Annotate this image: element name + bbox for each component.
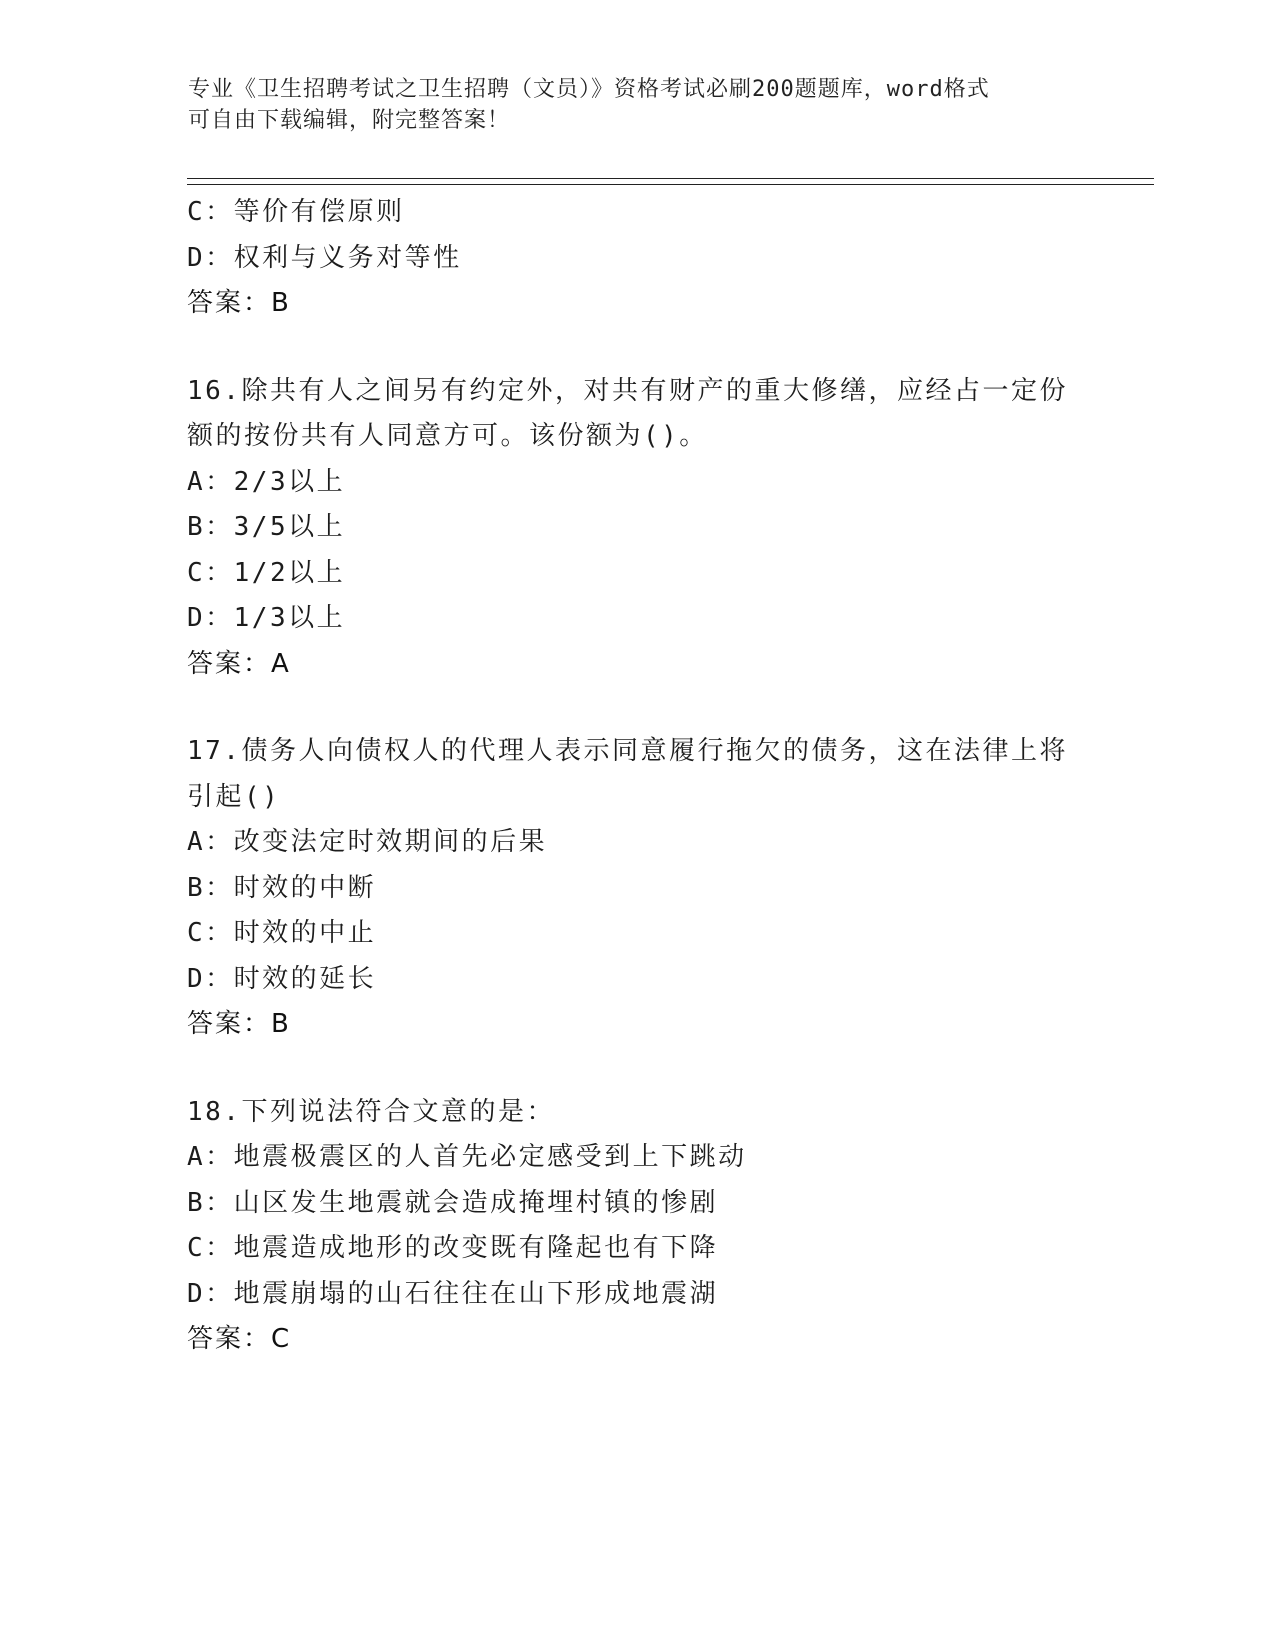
option-c: C：时效的中止	[187, 918, 377, 948]
answer-line: 答案：A	[187, 648, 291, 679]
question-stem: 16.除共有人之间另有约定外，对共有财产的重大修缮，应经占一定份	[187, 375, 1068, 406]
question-content	[187, 190, 1087, 1363]
option-b: B：3/5以上	[187, 512, 346, 542]
option-c: C：等价有偿原则	[187, 197, 405, 227]
option-a: A：改变法定时效期间的后果	[187, 827, 548, 857]
answer-line: 答案：B	[187, 288, 291, 318]
option-d: D：1/3以上	[187, 603, 346, 633]
header-divider	[187, 178, 1154, 185]
option-d: D：权利与义务对等性	[187, 242, 462, 273]
answer-line: 答案：B	[187, 1009, 291, 1039]
option-b: B：时效的中断	[187, 872, 377, 903]
option-c: C：地震造成地形的改变既有隆起也有下降	[187, 1233, 719, 1263]
continued-question	[187, 190, 1087, 327]
header-line-2: 可自由下载编辑，附完整答案！	[188, 108, 511, 133]
question-stem: 18.下列说法符合文意的是：	[187, 1096, 555, 1127]
option-d: D：地震崩塌的山石往往在山下形成地震湖	[187, 1278, 719, 1309]
question-17	[187, 729, 1087, 1048]
question-18	[187, 1090, 1087, 1363]
question-stem-continued: 额的按份共有人同意方可。该份额为()。	[187, 421, 708, 451]
option-a: A：2/3以上	[187, 466, 346, 497]
question-stem-continued: 引起()	[187, 781, 281, 812]
option-a: A：地震极震区的人首先必定感受到上下跳动	[187, 1142, 747, 1172]
header-line-1: 专业《卫生招聘考试之卫生招聘（文员）》资格考试必刷200题题库，word格式	[188, 77, 990, 102]
option-d: D：时效的延长	[187, 963, 377, 994]
answer-line: 答案：C	[187, 1324, 292, 1354]
question-stem: 17.债务人向债权人的代理人表示同意履行拖欠的债务，这在法律上将	[187, 736, 1068, 766]
document-header	[188, 74, 1068, 136]
option-c: C：1/2以上	[187, 557, 346, 588]
option-b: B：山区发生地震就会造成掩埋村镇的惨剧	[187, 1187, 719, 1218]
question-16	[187, 369, 1087, 688]
